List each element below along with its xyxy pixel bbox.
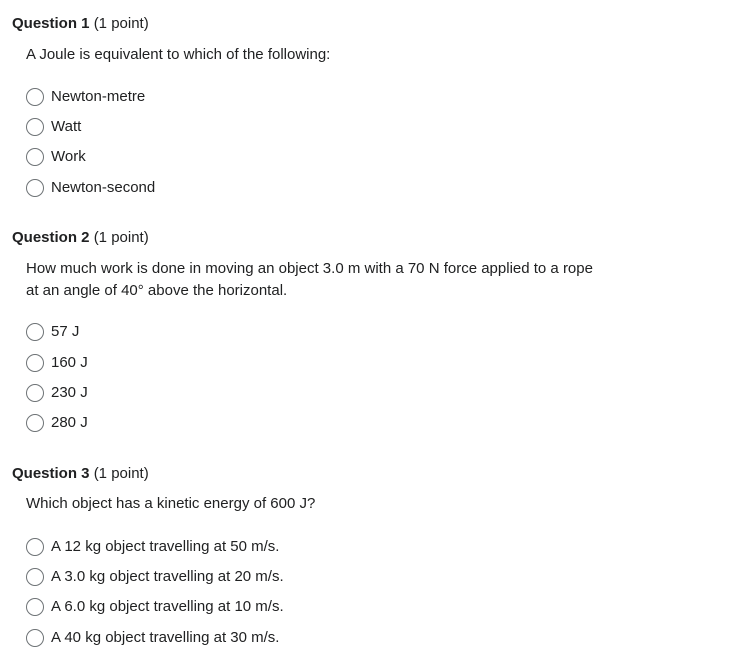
option-label[interactable]: Newton-second	[51, 179, 156, 196]
question-2-text: How much work is done in moving an object 3.0 m with a 70 N force applied to a rope at an angle of 40° above the horizontal.	[26, 260, 593, 299]
question-2-option-3[interactable]	[26, 381, 88, 405]
option-label[interactable]: Work	[51, 148, 86, 165]
radio-button[interactable]	[26, 629, 44, 647]
option-label[interactable]: 280 J	[51, 414, 88, 431]
option-label[interactable]: A 6.0 kg object travelling at 10 m/s.	[51, 598, 284, 615]
question-3-heading	[12, 464, 149, 484]
radio-button[interactable]	[26, 598, 44, 616]
question-3-points: (1 point)	[93, 465, 149, 482]
radio-button[interactable]	[26, 323, 44, 341]
question-3-text: Which object has a kinetic energy of 600 J?	[26, 495, 316, 512]
option-label[interactable]: Watt	[51, 118, 82, 135]
option-label[interactable]: 230 J	[51, 384, 88, 401]
option-label[interactable]: A 40 kg object travelling at 30 m/s.	[51, 629, 280, 646]
question-1-option-1[interactable]	[26, 85, 145, 109]
radio-button[interactable]	[26, 568, 44, 586]
question-3-option-2[interactable]	[26, 565, 284, 589]
question-3-title: Question 3	[12, 465, 90, 482]
radio-button[interactable]	[26, 384, 44, 402]
radio-button[interactable]	[26, 88, 44, 106]
radio-button[interactable]	[26, 354, 44, 372]
question-3-option-3[interactable]	[26, 595, 284, 619]
question-2-option-4[interactable]	[26, 411, 88, 435]
radio-button[interactable]	[26, 118, 44, 136]
radio-button[interactable]	[26, 538, 44, 556]
option-label[interactable]: A 12 kg object travelling at 50 m/s.	[51, 538, 280, 555]
question-1-option-3[interactable]	[26, 145, 86, 169]
question-1-option-2[interactable]	[26, 115, 81, 139]
question-2-heading	[12, 228, 149, 248]
option-label[interactable]: Newton-metre	[51, 88, 146, 105]
question-1-option-4[interactable]	[26, 176, 155, 200]
option-label[interactable]: 160 J	[51, 354, 88, 371]
question-2-option-2[interactable]	[26, 351, 88, 375]
question-1-heading	[12, 14, 149, 34]
question-2-option-1[interactable]	[26, 320, 79, 344]
question-1-title: Question 1	[12, 15, 90, 32]
radio-button[interactable]	[26, 179, 44, 197]
question-2-title: Question 2	[12, 229, 90, 246]
radio-button[interactable]	[26, 148, 44, 166]
question-3-option-4[interactable]	[26, 626, 279, 650]
option-label[interactable]: 57 J	[51, 323, 80, 340]
question-1-points: (1 point)	[93, 15, 149, 32]
option-label[interactable]: A 3.0 kg object travelling at 20 m/s.	[51, 568, 284, 585]
radio-button[interactable]	[26, 414, 44, 432]
question-3-option-1[interactable]	[26, 535, 279, 559]
question-1-text: A Joule is equivalent to which of the following:	[26, 46, 331, 63]
question-2-points: (1 point)	[93, 229, 149, 246]
